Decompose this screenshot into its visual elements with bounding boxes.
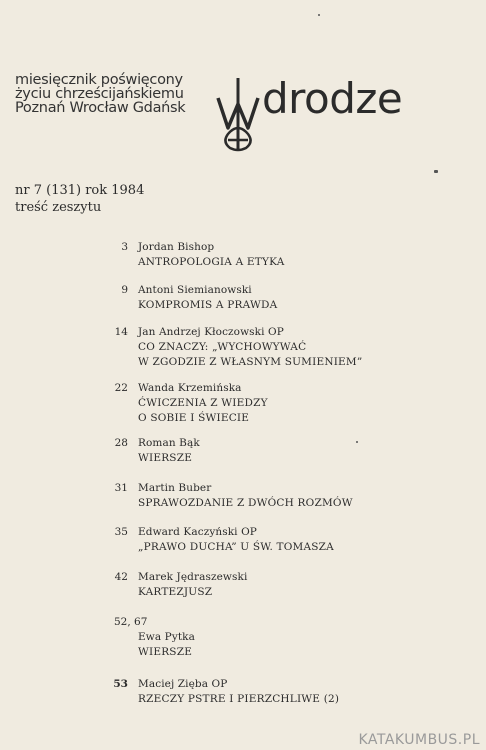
magazine-title (262, 74, 402, 124)
masthead-line-1: miesięcznik poświęcony (15, 72, 183, 88)
toc-page-number: 42 (114, 571, 128, 583)
toc-page-number: 9 (121, 284, 128, 296)
toc-author: Edward Kaczyński OP (138, 526, 257, 538)
toc-page-number: 35 (114, 526, 128, 538)
toc-page-number: 53 (113, 678, 128, 690)
issue-number: nr 7 (131) rok 1984 (15, 183, 145, 198)
toc-page-number: 52, 67 (114, 616, 148, 628)
toc-title: RZECZY PSTRE I PIERZCHLIWE (2) (138, 693, 340, 705)
toc-title: WIERSZE (138, 452, 193, 464)
issue-info (15, 182, 144, 216)
paper-speck (318, 14, 320, 16)
magazine-title-visible: drodze (262, 74, 403, 123)
toc-author: Marek Jędraszewski (138, 571, 248, 583)
toc-author: Roman Bąk (138, 437, 200, 449)
toc-title: „PRAWO DUCHA” U ŚW. TOMASZA (138, 541, 334, 553)
toc-author: Antoni Siemianowski (138, 284, 252, 296)
toc-page-number: 22 (114, 382, 128, 394)
toc-title: ANTROPOLOGIA A ETYKA (138, 256, 285, 268)
toc-title: SPRAWOZDANIE Z DWÓCH ROZMÓW (138, 497, 353, 509)
watermark: KATAKUMBUS.PL (358, 732, 480, 748)
masthead-line-2: życiu chrześcijańskiemu (15, 86, 184, 102)
toc-title: CO ZNACZY: „WYCHOWYWAĆ (138, 341, 307, 353)
magazine-title-text (212, 74, 399, 124)
toc-author: Ewa Pytka (138, 631, 195, 643)
paper-speck (434, 170, 438, 173)
toc-title: O SOBIE I ŚWIECIE (138, 412, 250, 424)
toc-title: KARTEZJUSZ (138, 586, 213, 598)
toc-author: Maciej Zięba OP (138, 678, 228, 690)
paper-speck (356, 441, 358, 443)
masthead-line-3: Poznań Wrocław Gdańsk (15, 100, 186, 116)
toc-title: KOMPROMIS A PRAWDA (138, 299, 278, 311)
toc-title: WIERSZE (138, 646, 193, 658)
toc-author: Jan Andrzej Kłoczowski OP (138, 326, 284, 338)
toc-page-number: 28 (114, 437, 128, 449)
toc-author: Jordan Bishop (138, 241, 215, 253)
masthead-subtitle (15, 73, 185, 115)
toc-title: W ZGODZIE Z WŁASNYM SUMIENIEM” (138, 356, 363, 368)
toc-title: ĆWICZENIA Z WIEDZY (138, 397, 268, 409)
toc-page-number: 3 (121, 241, 128, 253)
toc-page-number: 31 (114, 482, 128, 494)
toc-author: Wanda Krzemińska (138, 382, 242, 394)
toc-author: Martin Buber (138, 482, 212, 494)
issue-contents-heading: treść zeszytu (15, 200, 102, 215)
toc-page-number: 14 (114, 326, 128, 338)
